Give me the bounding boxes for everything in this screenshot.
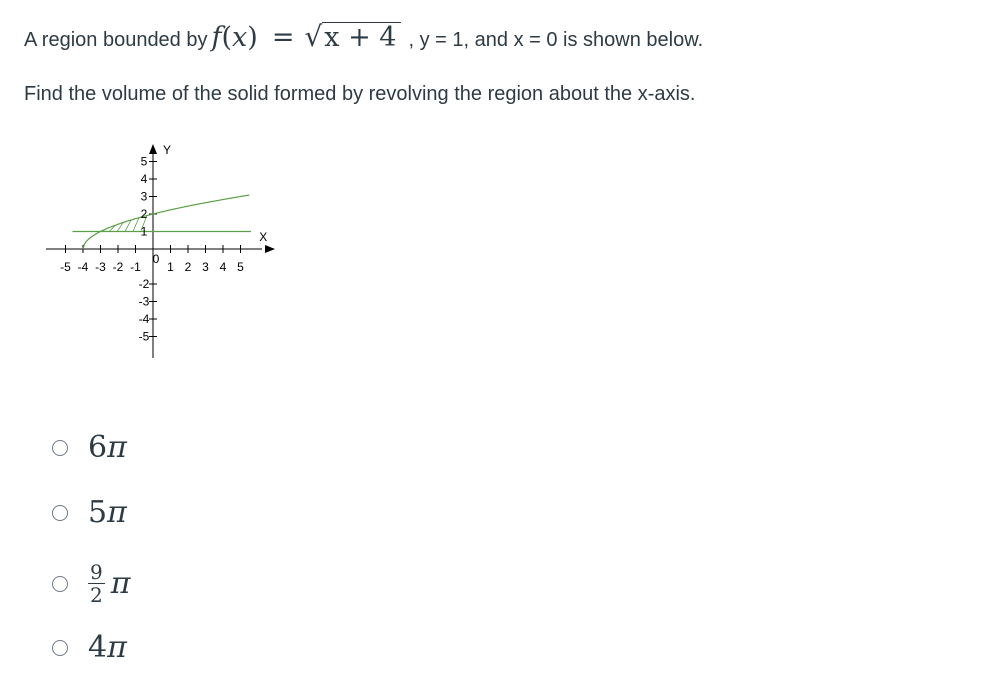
question-rest: , y = 1, and x = 0 is shown below. [408,29,704,51]
radio-button[interactable] [52,505,68,521]
y-axis-label: Y [163,143,172,157]
curve-sqrt [83,195,249,249]
y-tick-label: 4 [140,172,148,186]
y-tick-label: 5 [140,154,148,169]
region-graph [40,140,280,370]
x-tick-label: 1 [167,260,174,274]
coefficient: 5 [88,495,108,530]
coefficient: 4 [88,630,108,665]
function-formula: f ( x ) = √ x + 4 [212,18,401,58]
function-name: f [211,22,222,53]
square-root [304,22,400,53]
x-tick-label: -5 [60,260,71,274]
y-tick-label: 3 [140,189,148,204]
answer-value [88,562,130,605]
y-tick-label: -5 [138,329,150,344]
fraction-denominator: 2 [90,583,103,607]
y-tick-label: -4 [138,312,150,326]
y-tick-label: 1 [140,224,148,239]
fraction-numerator: 9 [90,560,103,584]
radio-button[interactable] [52,440,68,456]
question-intro: A region bounded by [24,29,208,51]
x-tick-label: -2 [112,260,124,274]
answer-value [88,495,127,530]
answer-value [88,430,127,465]
x-tick-label: -4 [77,260,89,274]
fraction [88,562,105,605]
y-tick-label: -2 [138,277,150,291]
x-axis-arrow [265,245,275,253]
graph-shapes [73,195,252,249]
x-axis-label: X [259,230,268,244]
y-tick-label: -3 [138,294,150,309]
pi-symbol: π [110,566,131,601]
graph-labels [60,143,267,344]
equals-sign: = [271,22,295,53]
function-variable: x [232,22,248,53]
pi-symbol: π [107,495,127,530]
answer-choice-1[interactable] [52,430,127,465]
radio-button[interactable] [52,640,68,656]
x-tick-label: -1 [130,260,141,274]
pi-symbol: π [107,430,127,465]
y-tick-label: 2 [140,207,148,221]
origin-label: 0 [152,252,160,266]
x-tick-label: 3 [202,260,209,274]
x-tick-label: 4 [219,260,227,274]
answer-value [88,630,127,665]
radio-button[interactable] [52,576,68,592]
question-line-1 [24,18,703,60]
question-instruction: Find the volume of the solid formed by revolving the region about the x-axis. [24,83,696,105]
answer-choice-3[interactable] [52,562,130,605]
radicand: x + 4 [322,22,400,53]
answer-choice-2[interactable] [52,495,127,530]
pi-symbol: π [107,630,127,665]
x-tick-label: 5 [237,260,244,274]
answer-choice-4[interactable] [52,630,127,665]
coefficient: 6 [88,430,108,465]
y-axis-arrow [149,144,157,154]
x-tick-label: -3 [95,260,106,274]
radical-sign: √ [304,20,323,53]
x-tick-label: 2 [184,260,192,274]
